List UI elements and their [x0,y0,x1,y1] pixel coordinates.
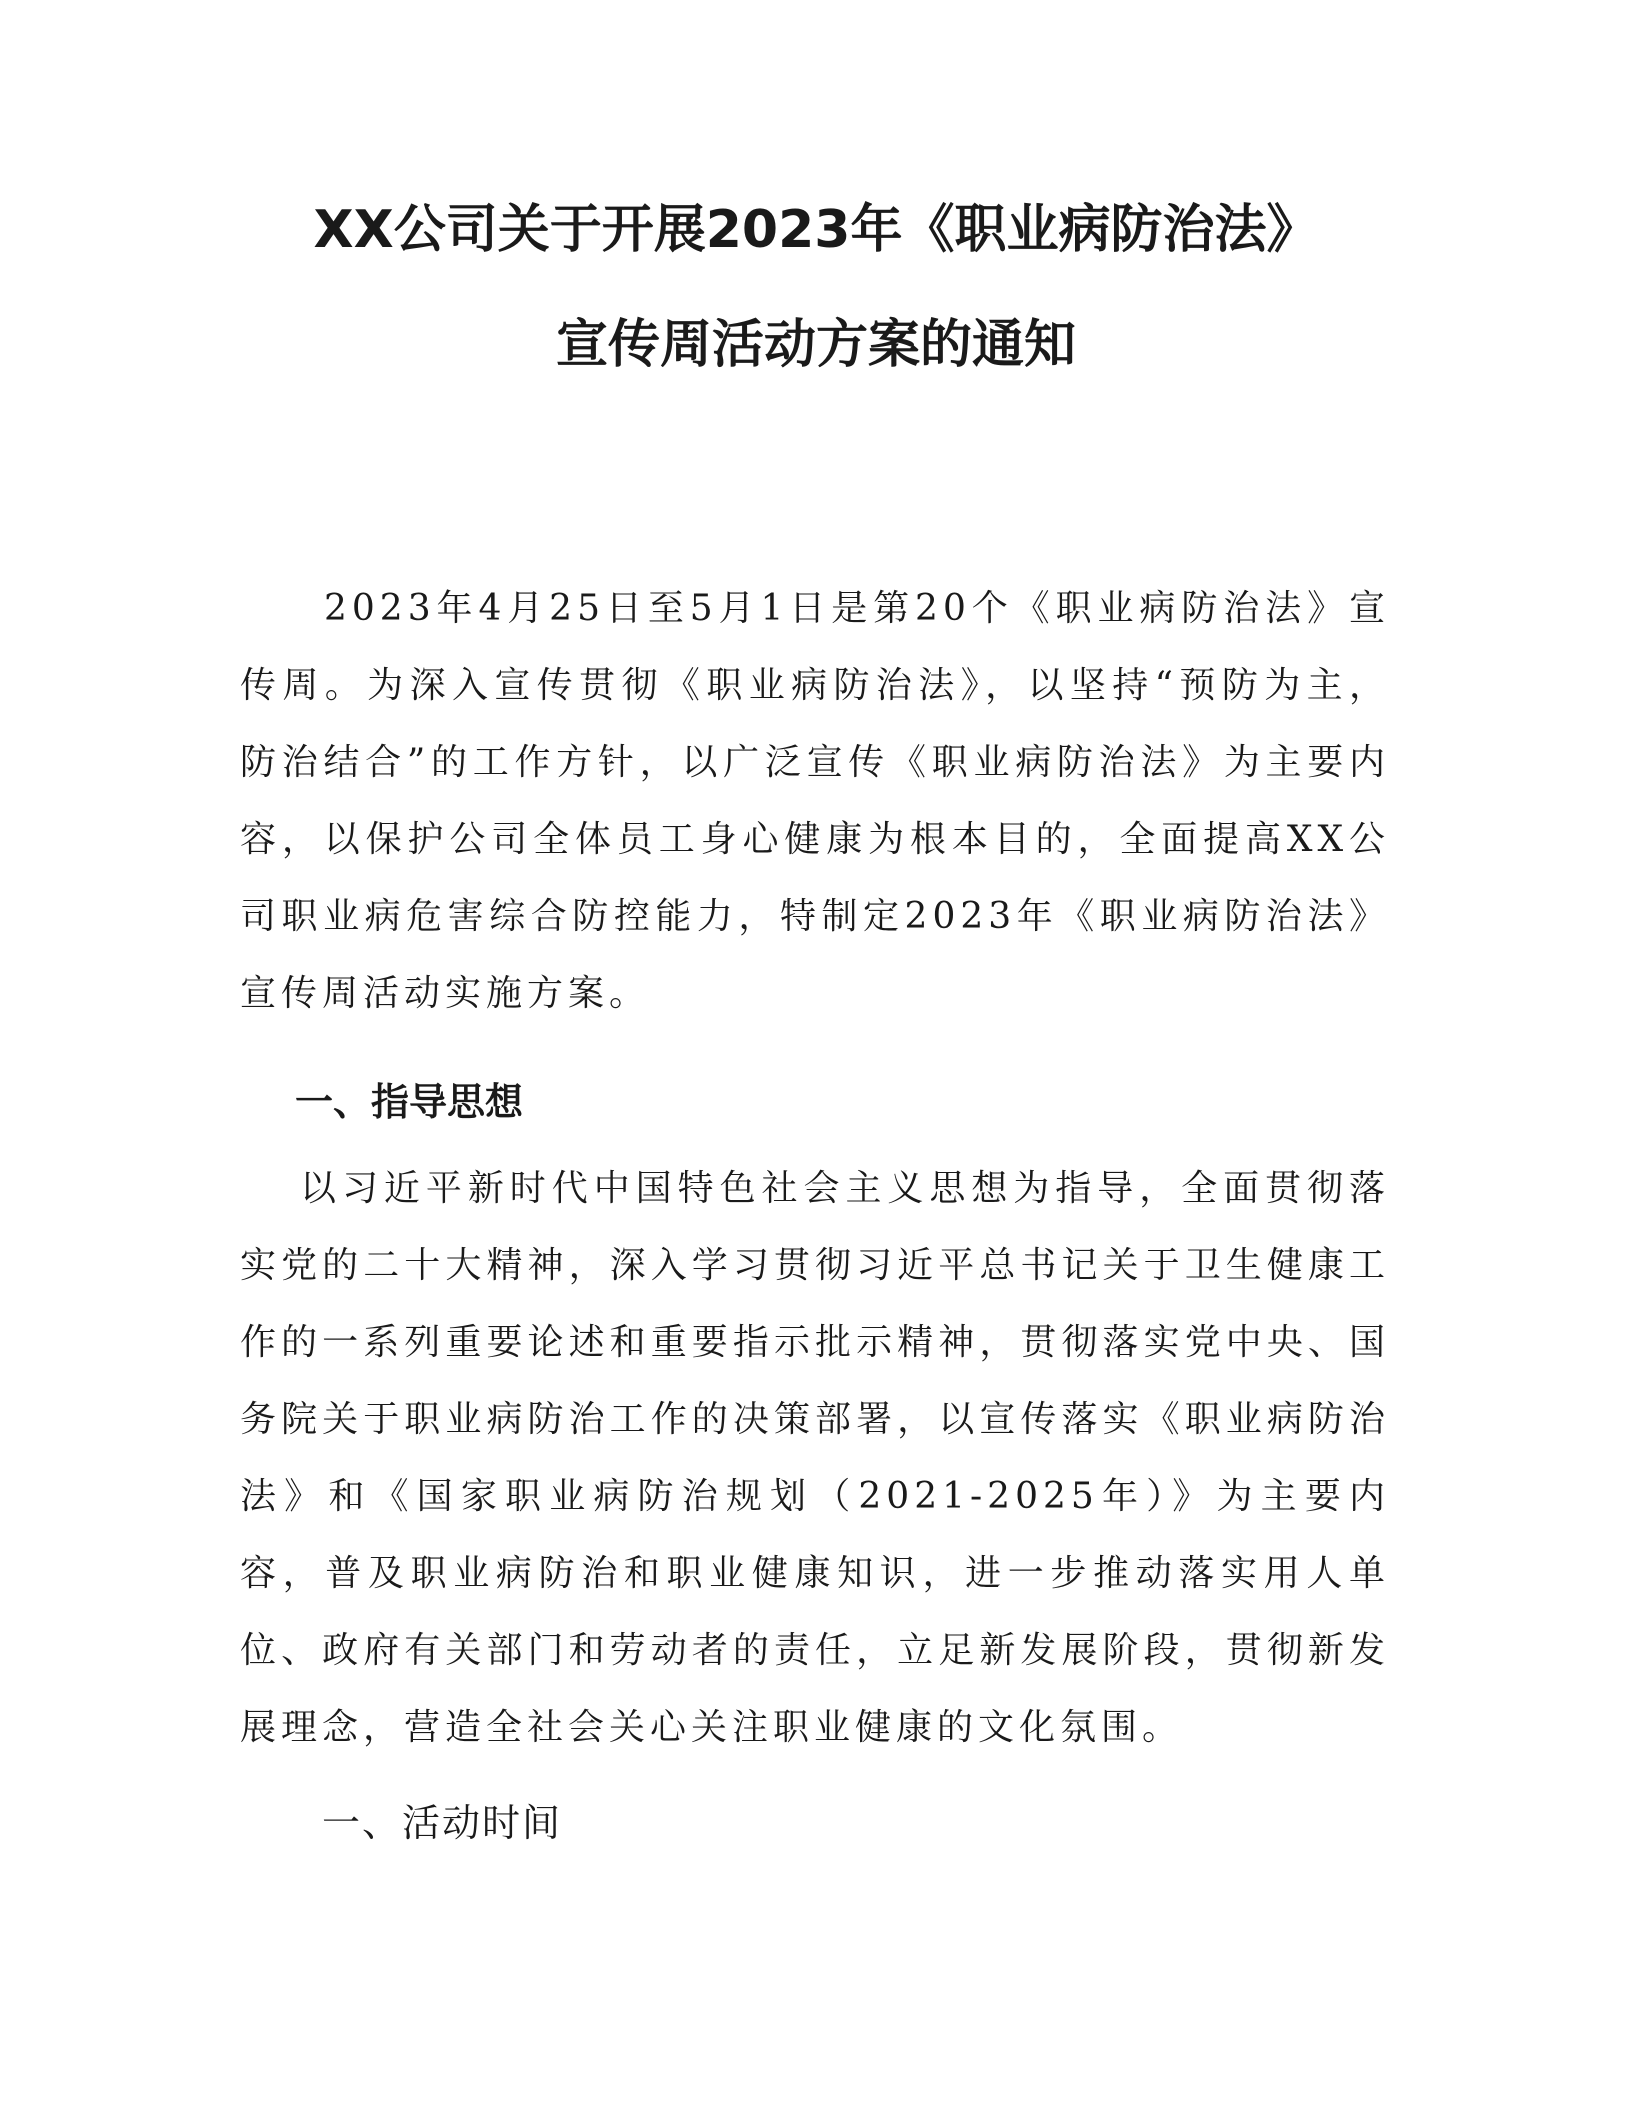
section-heading-activity-time: 一、活动时间 [322,1801,563,1845]
document-title-line-2: 宣传周活动方案的通知 [555,315,1076,375]
document-title-line-1: XX公司关于开展2023年《职业病防治法》 [313,200,1319,260]
intro-paragraph: 2023年4月25日至5月1日是第20个《职业病防治法》宣传周。为深入宣传贯彻《职业病防治法》，以坚持“预防为主，防治结合”的工作方针，以广泛宣传《职业病防治法》为主要内容，以保护公司全体员工身心健康为根本目的，全面提高XX公司职业病危害综合防控能力，特制定2023年《职业病防治法》宣传周活动实施方案。 [240,588,1390,1014]
section-heading-guiding-ideology: 一、指导思想 [295,1080,524,1124]
guiding-ideology-paragraph: 以习近平新时代中国特色社会主义思想为指导，全面贯彻落实党的二十大精神，深入学习贯彻习近平总书记关于卫生健康工作的一系列重要论述和重要指示批示精神，贯彻落实党中央、国务院关于职业病防治工作的决策部署，以宣传落实《职业病防治法》和《国家职业病防治规划（2021-2025年）》为主要内容，普及职业病防治和职业健康知识，进一步推动落实用人单位、政府有关部门和劳动者的责任，立足新发展阶段，贯彻新发展理念，营造全社会关心关注职业健康的文化氛围。 [240,1168,1390,1748]
